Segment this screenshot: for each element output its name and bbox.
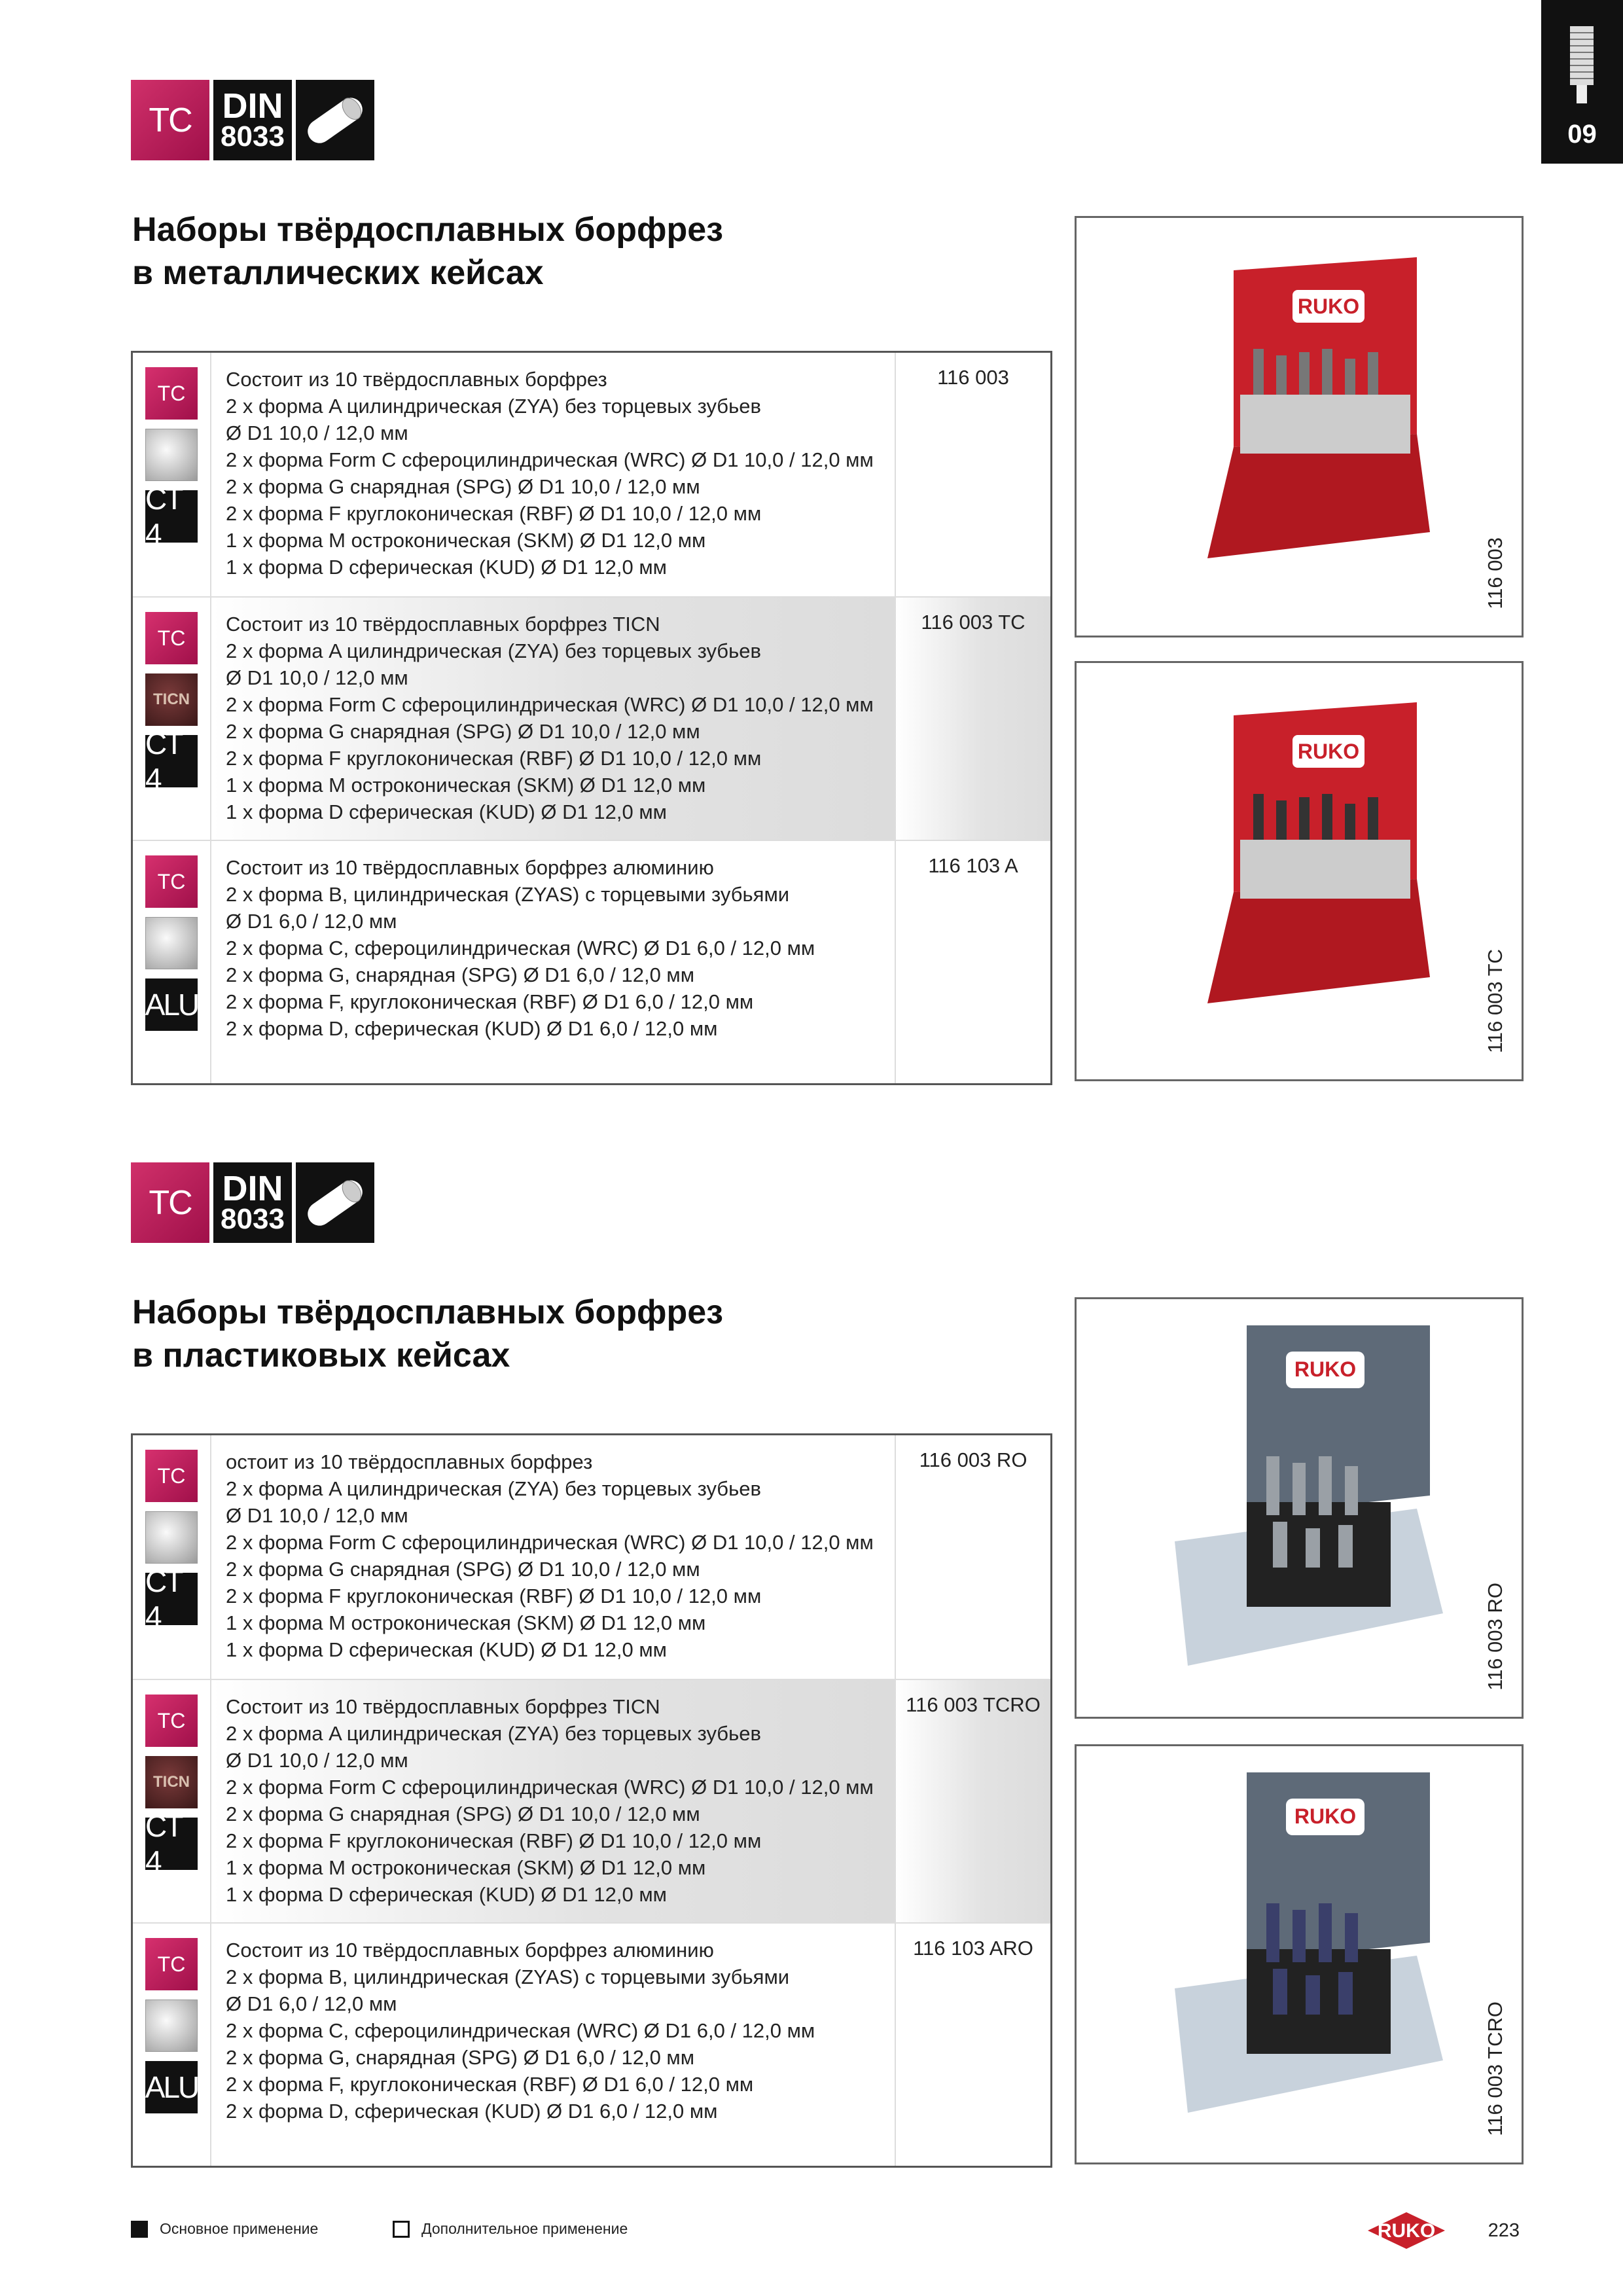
rod-icon <box>296 1162 374 1243</box>
case-brand-label: RUKO <box>1297 295 1360 318</box>
property-icons <box>133 1924 211 2166</box>
product-description: Состоит из 10 твёрдосплавных борфрез алюминию 2 x форма B, цилиндрическая (ZYAS) с торцевыми зубьями Ø D1 6,0 / 12,0 мм 2 x форма C, сфероцилиндрическая (WRC) Ø D1 6,0 / 12,0 мм 2 x форма G, снарядная (SPG) Ø D1 6,0 / 12,0 мм 2 x форма F, круглоконическая (RBF) Ø D1 6,0 / 12,0 мм 2 x форма D, сферическая (KUD) Ø D1 6,0 / 12,0 мм <box>211 1924 896 2166</box>
tc-material-icon: TC <box>145 367 198 420</box>
product-row <box>133 596 1050 840</box>
article-number: 116 003 TC <box>896 598 1050 840</box>
section-title-metal: Наборы твёрдосплавных борфрез в металлических кейсах <box>132 211 723 292</box>
product-description: остоит из 10 твёрдосплавных борфрез 2 x форма A цилиндрическая (ZYA) без торцевых зубьев Ø D1 10,0 / 12,0 мм 2 x форма Form C сфероцилиндрическая (WRC) Ø D1 10,0 / 12,0 мм 2 x форма G снарядная (SPG) Ø D1 10,0 / 12,0 мм 2 x форма F круглоконическая (RBF) Ø D1 10,0 / 12,0 мм 1 x форма M остроконичеcкая (SKM) Ø D1 12,0 мм 1 x форма D сферическая (KUD) Ø D1 12,0 мм <box>211 1435 896 1679</box>
product-description: Состоит из 10 твёрдосплавных борфрез TICN 2 x форма A цилиндрическая (ZYA) без торцевых зубьев Ø D1 10,0 / 12,0 мм 2 x форма Form C сфероцилиндрическая (WRC) Ø D1 10,0 / 12,0 мм 2 x форма G снарядная (SPG) Ø D1 10,0 / 12,0 мм 2 x форма F круглоконическая (RBF) Ø D1 10,0 / 12,0 мм 1 x форма M остроконичеcкая (SKM) Ø D1 12,0 мм 1 x форма D сферическая (KUD) Ø D1 12,0 мм <box>211 598 896 840</box>
product-row <box>133 840 1050 1083</box>
tc-badge: TC <box>131 80 209 160</box>
article-number: 116 003 <box>937 366 1009 389</box>
product-photo <box>1075 1744 1524 2164</box>
article-number: 116 103 A <box>928 854 1018 877</box>
din-badge: DIN 8033 <box>213 1162 292 1243</box>
chapter-tab <box>1541 0 1623 164</box>
empty-square-icon <box>393 2221 410 2238</box>
din-badge: DIN 8033 <box>213 80 292 160</box>
filled-square-icon <box>131 2221 148 2238</box>
product-photo <box>1075 216 1524 637</box>
property-icons <box>133 598 211 840</box>
svg-text:RUKO: RUKO <box>1377 2220 1436 2242</box>
photo-label: 116 003 RO <box>1484 1583 1507 1691</box>
tc-material-icon: TC <box>145 1938 198 1990</box>
alu-icon: ALU <box>145 2061 198 2113</box>
product-description: Состоит из 10 твёрдосплавных борфрез 2 x форма A цилиндрическая (ZYA) без торцевых зубьев Ø D1 10,0 / 12,0 мм 2 x форма Form C сфероцилиндрическая (WRC) Ø D1 10,0 / 12,0 мм 2 x форма G снарядная (SPG) Ø D1 10,0 / 12,0 мм 2 x форма F круглоконическая (RBF) Ø D1 10,0 / 12,0 мм 1 x форма M остроконичеcкая (SKM) Ø D1 12,0 мм 1 x форма D сферическая (KUD) Ø D1 12,0 мм <box>211 353 896 596</box>
case-brand-label: RUKO <box>1297 740 1360 763</box>
case-brand-label: RUKO <box>1294 1357 1357 1381</box>
uncoated-icon <box>145 2000 198 2052</box>
badge-row <box>131 1162 374 1243</box>
product-row <box>133 1679 1050 1922</box>
cut-type-icon: CT 4 <box>145 1818 198 1870</box>
product-row <box>133 1922 1050 2166</box>
product-description: Состоит из 10 твёрдосплавных борфрез алюминию 2 x форма B, цилиндрическая (ZYAS) с торцевыми зубьями Ø D1 6,0 / 12,0 мм 2 x форма C, сфероцилиндрическая (WRC) Ø D1 6,0 / 12,0 мм 2 x форма G, снарядная (SPG) Ø D1 6,0 / 12,0 мм 2 x форма F, круглоконическая (RBF) Ø D1 6,0 / 12,0 мм 2 x форма D, сферическая (KUD) Ø D1 6,0 / 12,0 мм <box>211 841 896 1083</box>
uncoated-icon <box>145 429 198 481</box>
chapter-number: 09 <box>1567 120 1597 149</box>
photo-label: 116 003 TC <box>1484 948 1507 1053</box>
metal-case-image <box>1077 663 1524 1081</box>
article-number: 116 103 ARO <box>913 1937 1033 1960</box>
legend-main: Основное применение <box>131 2220 318 2238</box>
tc-material-icon: TC <box>145 1450 198 1502</box>
alu-icon: ALU <box>145 978 198 1031</box>
photo-label: 116 003 <box>1484 537 1507 609</box>
plastic-case-image <box>1077 1746 1524 2164</box>
section-title-plastic: Наборы твёрдосплавных борфрез в пластиковых кейсах <box>132 1293 723 1374</box>
product-table-plastic <box>131 1433 1052 2168</box>
product-row <box>133 1435 1050 1679</box>
product-photo <box>1075 661 1524 1081</box>
property-icons <box>133 1680 211 1922</box>
product-table-metal <box>131 351 1052 1085</box>
tc-material-icon: TC <box>145 1695 198 1747</box>
cut-type-icon: CT 4 <box>145 1573 198 1625</box>
ticn-coating-icon: TICN <box>145 1756 198 1808</box>
tc-material-icon: TC <box>145 612 198 664</box>
tc-badge: TC <box>131 1162 209 1243</box>
uncoated-icon <box>145 917 198 969</box>
property-icons <box>133 1435 211 1679</box>
case-brand-label: RUKO <box>1294 1804 1357 1828</box>
product-row <box>133 353 1050 596</box>
property-icons <box>133 841 211 1083</box>
article-number: 116 003 TCRO <box>896 1680 1050 1922</box>
article-number: 116 003 RO <box>919 1448 1027 1471</box>
metal-case-image <box>1077 218 1524 637</box>
uncoated-icon <box>145 1511 198 1564</box>
cut-type-icon: CT 4 <box>145 735 198 787</box>
ruko-logo <box>1366 2211 1446 2250</box>
product-description: Состоит из 10 твёрдосплавных борфрез TICN 2 x форма A цилиндрическая (ZYA) без торцевых зубьев Ø D1 10,0 / 12,0 мм 2 x форма Form C сфероцилиндрическая (WRC) Ø D1 10,0 / 12,0 мм 2 x форма G снарядная (SPG) Ø D1 10,0 / 12,0 мм 2 x форма F круглоконическая (RBF) Ø D1 10,0 / 12,0 мм 1 x форма M остроконичеcкая (SKM) Ø D1 12,0 мм 1 x форма D сферическая (KUD) Ø D1 12,0 мм <box>211 1680 896 1922</box>
legend-additional: Дополнительное применение <box>393 2220 628 2238</box>
plastic-case-image <box>1077 1299 1524 1719</box>
product-photo <box>1075 1297 1524 1719</box>
ticn-coating-icon: TICN <box>145 673 198 726</box>
cut-type-icon: CT 4 <box>145 490 198 543</box>
burr-icon <box>1567 26 1596 105</box>
rod-icon <box>296 80 374 160</box>
photo-label: 116 003 TCRO <box>1484 2001 1507 2136</box>
badge-row <box>131 80 374 160</box>
property-icons <box>133 353 211 596</box>
tc-material-icon: TC <box>145 855 198 908</box>
page-number: 223 <box>1488 2220 1520 2241</box>
